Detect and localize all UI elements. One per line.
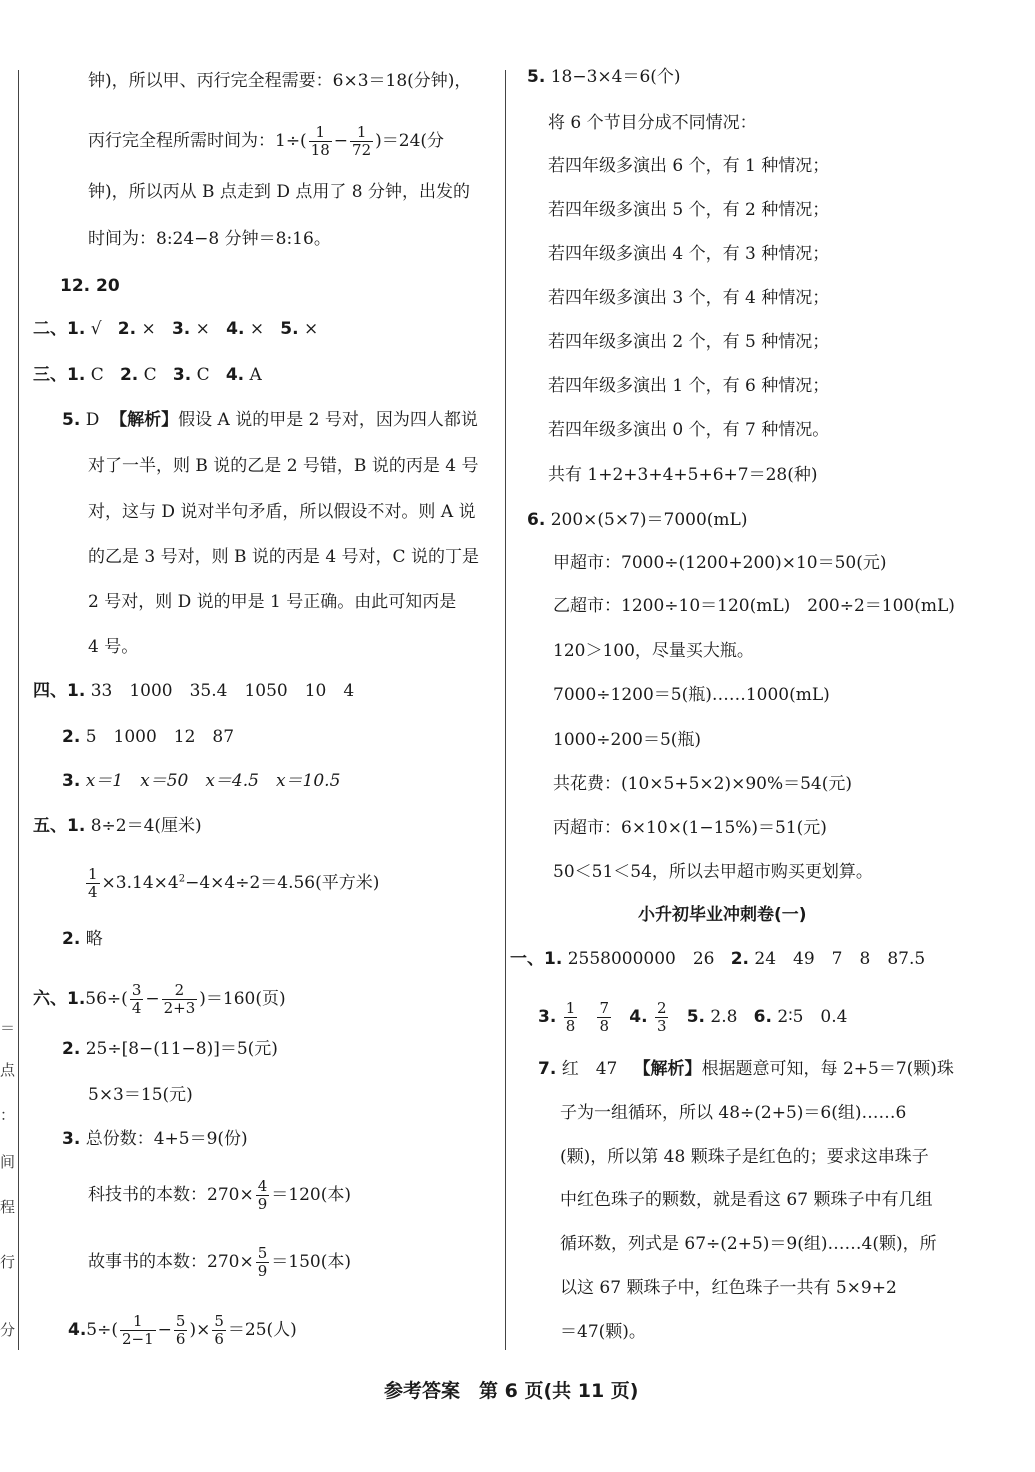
text: 略 <box>85 929 103 949</box>
text: 5÷( <box>86 1320 118 1340</box>
fraction <box>86 866 100 901</box>
numerator: 5 <box>257 1244 268 1262</box>
text-line: 共花费：(10×5+5×2)×90%＝54(元) <box>553 774 853 794</box>
text-line <box>68 1313 297 1348</box>
text-line: (颗)，所以第 48 颗珠子是红色的；要求这串珠子 <box>560 1147 929 1167</box>
question-number: 3. <box>171 319 191 339</box>
numerator: 1 <box>309 124 332 142</box>
text-line: 2 号对，则 D 说的甲是 1 号正确。由此可知丙是 <box>88 592 457 612</box>
text: 丙行完全程所需时间为：1÷( <box>88 131 307 151</box>
numerator: 2 <box>162 982 198 1000</box>
text-line: 钟)，所以甲、丙行完全程需要：6×3＝18(分钟)， <box>88 71 472 91</box>
text: 200×(5×7)＝7000(mL) <box>550 510 748 530</box>
text: 2∶5 0.4 <box>777 1007 848 1027</box>
text-line: ＝47(颗)。 <box>560 1322 646 1342</box>
question-number: 2. <box>117 319 137 339</box>
text-line <box>62 928 103 950</box>
text-line: 子为一组循环，所以 48÷(2+5)＝6(组)……6 <box>560 1103 907 1123</box>
text-line: 1000÷200＝5(瓶) <box>553 730 702 750</box>
text-line: 7000÷1200＝5(瓶)……1000(mL) <box>553 685 830 705</box>
analysis-label: 【解析】 <box>633 1059 702 1079</box>
text: × <box>195 319 210 339</box>
question-number: 4. <box>226 319 245 339</box>
text: 56÷( <box>85 989 128 1009</box>
text-line: 钟)，所以丙从 B 点走到 D 点用了 8 分钟，出发的 <box>88 182 470 202</box>
left-margin-rule <box>18 70 19 1350</box>
text-line: 中红色珠子的颗数，就是看这 67 颗珠子中有几组 <box>560 1190 933 1210</box>
text: )＝24(分 <box>375 131 445 151</box>
text-line <box>33 815 202 837</box>
numerator: 5 <box>175 1312 186 1330</box>
text: )＝160(页) <box>199 989 286 1009</box>
column-divider <box>505 70 506 1350</box>
text-line: 将 6 个节目分成不同情况： <box>548 113 757 133</box>
denominator: 4 <box>88 883 98 901</box>
numerator: 1 <box>350 124 373 142</box>
question-number: 5. <box>62 410 81 430</box>
text: ＝25(人) <box>227 1320 297 1340</box>
question-number: 4. <box>225 365 245 385</box>
denominator: 6 <box>214 1330 224 1348</box>
text: 8÷2＝4(厘米) <box>90 816 202 836</box>
text-line: 若四年级多演出 0 个，有 7 种情况。 <box>548 420 830 440</box>
text: 总份数：4+5＝9(份) <box>85 1129 248 1149</box>
text: )× <box>189 1320 211 1340</box>
text-line <box>62 409 478 431</box>
edge-char: 间 <box>0 1153 16 1171</box>
edge-char: 点 <box>0 1061 16 1079</box>
text-line <box>527 66 681 88</box>
text-line: 甲超市：7000÷(1200+200)×10＝50(元) <box>553 553 887 573</box>
question-number: 4. <box>68 1320 87 1340</box>
question-number: 2. <box>62 929 81 949</box>
analysis-label: 【解析】 <box>110 410 179 430</box>
question-number: 3. <box>62 1129 81 1149</box>
text: × <box>303 319 319 339</box>
text-line: 若四年级多演出 4 个，有 3 种情况； <box>548 244 830 264</box>
text: 2558000000 26 <box>567 949 715 969</box>
edge-char: 行 <box>0 1253 16 1271</box>
question-number: 2. <box>119 365 139 385</box>
text-line <box>62 726 234 748</box>
fraction <box>309 124 332 159</box>
denominator: 4 <box>131 999 142 1017</box>
text-line: 以这 67 颗珠子中，红色珠子一共有 5×9+2 <box>560 1278 897 1298</box>
text: × <box>141 319 156 339</box>
text-line: 对，这与 D 说对半句矛盾，所以假设不对。则 A 说 <box>88 502 476 522</box>
numerator: 1 <box>120 1313 156 1331</box>
fraction <box>130 982 144 1017</box>
fraction <box>212 1313 226 1348</box>
text: C <box>143 365 157 385</box>
denominator: 3 <box>656 1017 667 1035</box>
section-label: 六、1. <box>33 989 86 1009</box>
text: 33 1000 35.4 1050 10 4 <box>90 681 355 701</box>
text-line: 对了一半，则 B 说的乙是 2 号错，B 说的丙是 4 号 <box>88 456 479 476</box>
answer-number: 12. 20 <box>60 276 120 296</box>
text: √ <box>90 319 102 339</box>
text-line <box>88 124 444 159</box>
denominator: 2+3 <box>163 999 196 1017</box>
denominator: 8 <box>565 1017 576 1035</box>
question-number: 6. <box>527 510 546 530</box>
text-line: 乙超市：1200÷10＝120(mL) 200÷2＝100(mL) <box>553 596 955 616</box>
fraction <box>174 1313 188 1348</box>
text-line: 丙超市：6×10×(1−15%)＝51(元) <box>553 818 827 838</box>
question-number: 2. <box>730 949 750 969</box>
text-line <box>88 1178 351 1213</box>
question-number: 6. <box>753 1007 772 1027</box>
text: 2.8 <box>710 1007 738 1027</box>
text-line: 4 号。 <box>88 637 139 657</box>
text-line: 若四年级多演出 1 个，有 6 种情况； <box>548 376 830 396</box>
text: 根据题意可知，每 2+5＝7(颗)珠 <box>701 1059 954 1079</box>
question-number: 5. <box>686 1007 705 1027</box>
text: x＝1 x＝50 x＝4.5 x＝10.5 <box>85 771 341 791</box>
section-label: 五、1. <box>33 816 86 836</box>
text: D <box>85 410 100 430</box>
question-number: 3. <box>62 771 81 791</box>
text: C <box>90 365 104 385</box>
text-line <box>62 1038 278 1060</box>
text-line: 若四年级多演出 6 个，有 1 种情况； <box>548 156 830 176</box>
text-line: 若四年级多演出 5 个，有 2 种情况； <box>548 200 830 220</box>
denominator: 72 <box>352 141 372 159</box>
text: 25÷[8−(11−8)]＝5(元) <box>85 1039 278 1059</box>
fraction <box>120 1313 156 1348</box>
text: A <box>249 365 262 385</box>
fraction <box>256 1178 270 1213</box>
text: 红 47 <box>561 1059 618 1079</box>
numerator: 2 <box>656 999 667 1017</box>
text-line <box>33 318 318 340</box>
text-line: 的乙是 3 号对，则 B 说的丙是 4 号对，C 说的丁是 <box>88 547 479 567</box>
denominator: 8 <box>599 1017 610 1035</box>
text-line <box>84 866 379 901</box>
question-number: 2. <box>62 1039 81 1059</box>
fraction <box>655 1000 669 1035</box>
denominator: 6 <box>175 1330 186 1348</box>
question-number: 7. <box>538 1059 557 1079</box>
question-number: 2. <box>62 727 81 747</box>
edge-char: 程 <box>0 1198 16 1216</box>
denominator: 2−1 <box>122 1330 154 1348</box>
text: − <box>145 989 160 1009</box>
text: ＝150(本) <box>271 1252 351 1272</box>
denominator: 18 <box>310 141 330 159</box>
section-label: 二、1. <box>33 319 86 339</box>
question-number: 5. <box>527 67 546 87</box>
text: 故事书的本数：270× <box>88 1252 254 1272</box>
text: ×3.14×4 <box>101 873 179 893</box>
text: C <box>196 365 210 385</box>
text-line <box>62 770 340 792</box>
fraction <box>162 982 198 1017</box>
text: 18−3×4＝6(个) <box>550 67 681 87</box>
text: 5 1000 12 87 <box>85 727 235 747</box>
text-line: 若四年级多演出 2 个，有 5 种情况； <box>548 332 830 352</box>
numerator: 4 <box>257 1177 268 1195</box>
text-line: 120＞100，尽量买大瓶。 <box>553 641 754 661</box>
text: −4×4÷2＝4.56(平方米) <box>185 873 380 893</box>
text-line: 若四年级多演出 3 个，有 4 种情况； <box>548 288 830 308</box>
edge-char: 分 <box>0 1321 16 1339</box>
text: ＝120(本) <box>271 1185 351 1205</box>
exponent: 2 <box>178 873 186 885</box>
text-line <box>62 1128 248 1150</box>
question-number: 3. <box>538 1007 557 1027</box>
question-number: 3. <box>172 365 192 385</box>
text-line <box>88 1245 351 1280</box>
text: × <box>249 319 265 339</box>
fraction <box>350 124 373 159</box>
text-line <box>33 982 286 1017</box>
section-label: 一、1. <box>510 949 563 969</box>
text-line: 循环数，列式是 67÷(2+5)＝9(组)……4(颗)，所 <box>560 1234 937 1254</box>
fraction <box>597 1000 611 1035</box>
text-line: 时间为：8:24−8 分钟＝8:16。 <box>88 229 331 249</box>
text-line <box>33 680 354 702</box>
numerator: 1 <box>88 865 98 883</box>
text-line <box>510 948 925 970</box>
denominator: 9 <box>257 1195 268 1213</box>
numerator: 3 <box>131 981 142 999</box>
numerator: 7 <box>599 999 610 1017</box>
section-label: 三、1. <box>33 365 86 385</box>
text: − <box>333 131 349 151</box>
fraction <box>564 1000 578 1035</box>
text-line <box>538 1058 954 1080</box>
text-line <box>33 364 262 386</box>
text: 24 49 7 8 87.5 <box>754 949 926 969</box>
page-footer: 参考答案 第 6 页(共 11 页) <box>384 1380 639 1402</box>
question-number: 4. <box>629 1007 648 1027</box>
text: 假设 A 说的甲是 2 号对，因为四人都说 <box>178 410 478 430</box>
fraction <box>256 1245 270 1280</box>
text-line: 共有 1+2+3+4+5+6+7＝28(种) <box>548 465 818 485</box>
text: − <box>157 1320 172 1340</box>
numerator: 5 <box>214 1312 224 1330</box>
text-line: 50＜51＜54，所以去甲超市购买更划算。 <box>553 862 873 882</box>
text-line <box>527 509 747 531</box>
text-line: 5×3＝15(元) <box>88 1085 193 1105</box>
section-title: 小升初毕业冲刺卷(一) <box>638 905 807 925</box>
numerator: 1 <box>565 999 576 1017</box>
edge-char: ： <box>0 1106 16 1124</box>
edge-char: ＝ <box>0 1019 16 1037</box>
section-label: 四、1. <box>33 681 86 701</box>
question-number: 5. <box>280 319 299 339</box>
denominator: 9 <box>257 1262 268 1280</box>
text: 科技书的本数：270× <box>88 1185 254 1205</box>
text-line <box>538 1000 847 1035</box>
